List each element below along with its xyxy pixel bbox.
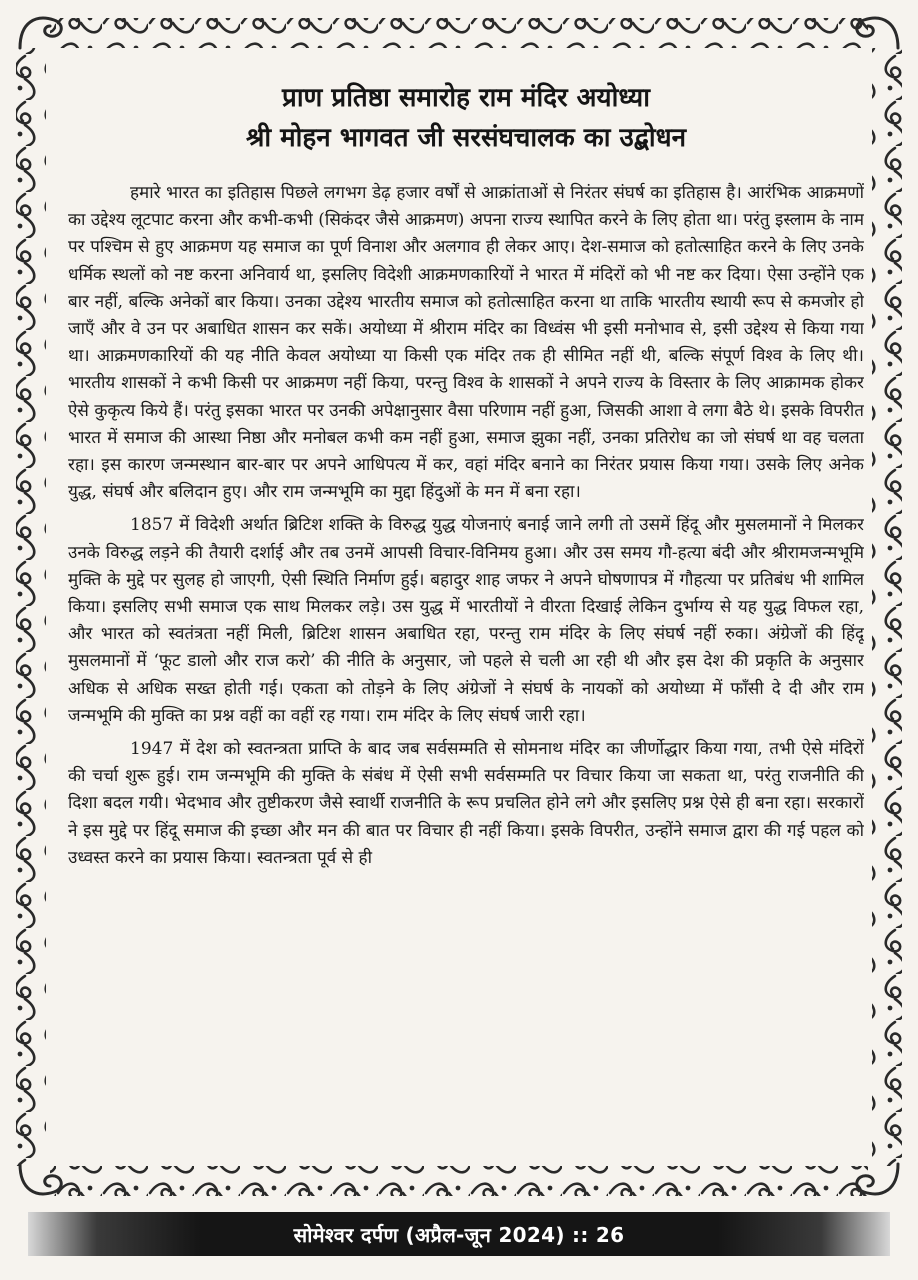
footer-text: सोमेश्वर दर्पण (अप्रैल-जून 2024) :: 26 [293, 1222, 625, 1247]
footer-bar [28, 1212, 890, 1256]
paragraph-2: 1857 में विदेशी अर्थात ब्रिटिश शक्ति के विरुद्ध युद्ध योजनाएं बनाई जाने लगी तो उसमें हिंदू और मुसलमानों ने मिलकर उनके विरुद्ध लड़ने की तैयारी दर्शाई और तब उनमें आपसी विचार-विनिमय हुआ। और उस समय गौ-हत्या बंदी और श्रीरामजन्मभूमि मुक्ति के मुद्दे पर सुलह हो जाएगी, ऐसी स्थिति निर्माण हुई। बहादुर शाह जफर ने अपने घोषणापत्र में गौहत्या पर प्रतिबंध भी शामिल किया। इसलिए सभी समाज एक साथ मिलकर लड़े। उस युद्ध में भारतीयों ने वीरता दिखाई लेकिन दुर्भाग्य से यह युद्ध विफल रहा, और भारत को स्वतंत्रता नहीं मिली, ब्रिटिश शासन अबाधित रहा, परन्तु राम मंदिर के लिए संघर्ष नहीं रुका। अंग्रेजों की हिंदू मुसलमानों में ‘फूट डालो और राज करो’ की नीति के अनुसार, जो पहले से चली आ रही थी और इस देश की प्रकृति के अनुसार अधिक से अधिक सख्त होती गई। एकता को तोड़ने के लिए अंग्रेजों ने संघर्ष के नायकों को अयोध्या में फाँसी दे दी और राम जन्मभूमि की मुक्ति का प्रश्न वहीं का वहीं रह गया। राम मंदिर के लिए संघर्ष जारी रहा। [68, 515, 864, 726]
paragraph-1: हमारे भारत का इतिहास पिछले लगभग डेढ़ हजार वर्षों से आक्रांताओं से निरंतर संघर्ष का इतिहास है। आरंभिक आक्रमणों का उद्देश्य लूटपाट करना और कभी-कभी (सिकंदर जैसे आक्रमण) अपना राज्य स्थापित करने के लिए होता था। परंतु इस्लाम के नाम पर पश्चिम से हुए आक्रमण यह समाज का पूर्ण विनाश और अलगाव ही लेकर आए। देश-समाज को हतोत्साहित करने के लिए उनके धर्मिक स्थलों को नष्ट करना अनिवार्य था, इसलिए विदेशी आक्रमणकारियों ने भारत में मंदिरों को भी नष्ट कर दिया। ऐसा उन्होंने एक बार नहीं, बल्कि अनेकों बार किया। उनका उद्देश्य भारतीय समाज को हतोत्साहित करना था ताकि भारतीय स्थायी रूप से कमजोर हो जाएँ और वे उन पर अबाधित शासन कर सकें। अयोध्या में श्रीराम मंदिर का विध्वंस भी इसी मनोभाव से, इसी उद्देश्य से किया गया था। आक्रमणकारियों की यह नीति केवल अयोध्या या किसी एक मंदिर तक ही सीमित नहीं थी, बल्कि संपूर्ण विश्व के लिए थी। भारतीय शासकों ने कभी किसी पर आक्रमण नहीं किया, परन्तु विश्व के शासकों ने अपने राज्य के विस्तार के लिए आक्रामक होकर ऐसे कुकृत्य किये हैं। परंतु इसका भारत पर उनकी अपेक्षानुसार वैसा परिणाम नहीं हुआ, जिसकी आशा वे लगा बैठे थे। इसके विपरीत भारत में समाज की आस्था निष्ठा और मनोबल कभी कम नहीं हुआ, समाज झुका नहीं, उनका प्रतिरोध का जो संघर्ष था वह चलता रहा। इस कारण जन्मस्थान बार-बार पर अपने आधिपत्य में कर, वहां मंदिर बनाने का निरंतर प्रयास किया गया। उसके लिए अनेक युद्ध, संघर्ष और बलिदान हुए। और राम जन्मभूमि का मुद्दा हिंदुओं के मन में बना रहा। [68, 183, 864, 503]
article-header [68, 78, 864, 158]
paragraph-3: 1947 में देश को स्वतन्त्रता प्राप्ति के बाद जब सर्वसम्मति से सोमनाथ मंदिर का जीर्णोद्धार किया गया, तभी ऐसे मंदिरों की चर्चा शुरू हुई। राम जन्मभूमि की मुक्ति के संबंध में ऐसी सभी सर्वसम्मति पर विचार किया जा सकता था, परंतु राजनीति की दिशा बदल गयी। भेदभाव और तुष्टीकरण जैसे स्वार्थी राजनीति के रूप प्रचलित होने लगे और इसलिए प्रश्न ऐसे ही बना रहा। सरकारों ने इस मुद्दे पर हिंदू समाज की इच्छा और मन की बात पर विचार ही नहीं किया। इसके विपरीत, उन्होंने समाज द्वारा की गई पहल को उध्वस्त करने का प्रयास किया। स्वतन्त्रता पूर्व से ही [68, 739, 864, 868]
article [68, 78, 864, 1178]
title-line-2: श्री मोहन भागवत जी सरसंघचालक का उद्बोधन [245, 123, 687, 153]
title-line-1: प्राण प्रतिष्ठा समारोह राम मंदिर अयोध्या [282, 83, 650, 113]
